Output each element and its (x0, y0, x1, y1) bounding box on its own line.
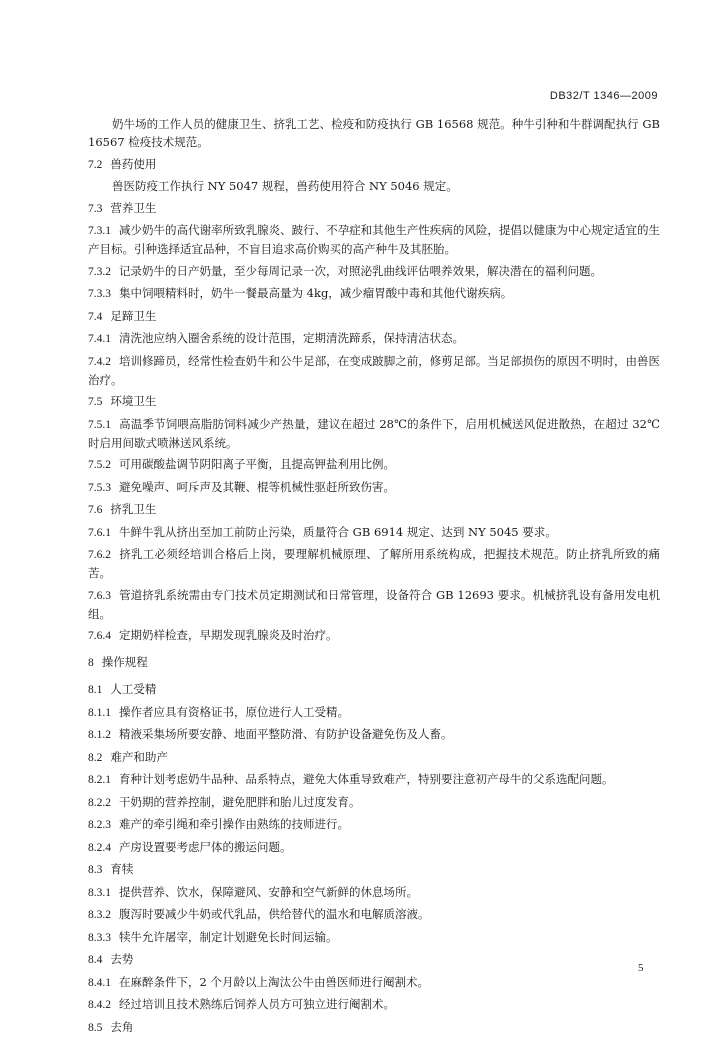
clause: 7.6.2 挤乳工必须经培训合格后上岗，要理解机械原理、了解所用系统构成，把握技术规范。防止挤乳所致的痛苦。 (88, 547, 660, 580)
section-heading: 7.3 营养卫生 (88, 200, 157, 215)
clause: 8.1.1 操作者应具有资格证书，原位进行人工受精。 (88, 704, 349, 719)
clause: 8.1.2 精液采集场所要安静、地面平整防滑、有防护设备避免伤及人畜。 (88, 727, 453, 741)
clause: 7.5.3 避免噪声、呵斥声及其鞭、棍等机械性驱赶所致伤害。 (88, 479, 395, 494)
section-heading: 7.5 环境卫生 (88, 394, 157, 408)
section-heading: 8.1 人工受精 (88, 682, 157, 696)
clause: 7.3.2 记录奶牛的日产奶量，至少每周记录一次，对照泌乳曲线评估喂养效果，解决潜在的福利问题。 (88, 263, 602, 278)
clause: 7.4.1 清洗池应纳入圈舍系统的设计范围，定期清洗蹄系，保持清洁状态。 (88, 331, 464, 345)
section-heading: 8.5 去角 (88, 1019, 134, 1034)
clause: 8.3.1 提供营养、饮水，保障避风、安静和空气新鲜的休息场所。 (88, 884, 418, 899)
section-heading: 8.4 去势 (88, 952, 134, 966)
clause: 8.3.3 犊牛允许屠宰，制定计划避免长时间运输。 (88, 929, 338, 944)
clause: 7.5.1 高温季节饲喂高脂肪饲料减少产热量，建议在超过 28℃的条件下，启用机械送风促进散热，在超过 32℃时启用间歇式喷淋送风系统。 (88, 416, 660, 450)
clause: 8.2.2 干奶期的营养控制，避免肥胖和胎儿过度发育。 (88, 794, 361, 809)
paragraph: 兽医防疫工作执行 NY 5047 规程，兽药使用符合 NY 5046 规定。 (112, 179, 458, 193)
clause: 8.4.1 在麻醉条件下，2 个月龄以上淘汰公牛由兽医师进行阉割术。 (88, 974, 429, 989)
section-heading: 7.6 挤乳卫生 (88, 502, 157, 516)
clause: 7.6.3 管道挤乳系统需由专门技术员定期测试和日常管理，设备符合 GB 12693 要求。机械挤乳设有备用发电机组。 (88, 587, 660, 621)
clause: 7.5.2 可用碳酸盐调节阴阳离子平衡，且提高钾盐利用比例。 (88, 457, 395, 471)
clause: 7.3.3 集中饲喂精料时，奶牛一餐最高量为 4kg，减少瘤胃酸中毒和其他代谢疾病。 (88, 286, 513, 300)
clause: 8.4.2 经过培训且技术熟练后饲养人员方可独立进行阉割术。 (88, 997, 395, 1011)
page-number: 5 (638, 962, 644, 974)
section-heading: 8.2 难产和助产 (88, 749, 168, 764)
clause: 7.3.1 减少奶牛的高代谢率所致乳腺炎、跛行、不孕症和其他生产性疾病的风险，提倡以健康为中心规定适宜的生产目标。引种选择适宜品种，不盲目追求高价购买的高产种牛及其胚胎。 (88, 223, 660, 256)
clause: 8.3.2 腹泻时要减少牛奶或代乳品，供给替代的温水和电解质溶液。 (88, 907, 430, 921)
clause: 7.4.2 培训修蹄员，经常性检查奶牛和公牛足部，在变成跛脚之前，修剪足部。当足部损伤的原因不明时，由兽医治疗。 (88, 353, 660, 387)
clause: 7.6.1 牛鲜牛乳从挤出至加工前防止污染，质量符合 GB 6914 规定、达到 NY 5045 要求。 (88, 524, 557, 539)
clause: 7.6.4 定期奶样检查，早期发现乳腺炎及时治疗。 (88, 628, 338, 642)
section-heading: 7.2 兽药使用 (88, 156, 157, 171)
clause: 8.2.1 育种计划考虑奶牛品种、品系特点，避免大体重导致难产，特别要注意初产母牛的父系选配问题。 (88, 772, 614, 786)
section-heading: 7.4 足蹄卫生 (88, 308, 157, 323)
clause: 8.2.4 产房设置要考虑尸体的搬运问题。 (88, 839, 292, 854)
standard-code: DB32/T 1346—2009 (549, 90, 658, 102)
document-body (88, 115, 660, 1040)
chapter-heading: 8 操作规程 (88, 655, 148, 669)
section-heading: 8.3 育犊 (88, 862, 134, 876)
paragraph: 奶牛场的工作人员的健康卫生、挤乳工艺、检疫和防疫执行 GB 16568 规范。种牛引种和牛群调配执行 GB 16567 检疫技术规范。 (88, 117, 660, 149)
clause: 8.2.3 难产的牵引绳和牵引操作由熟练的技师进行。 (88, 817, 349, 831)
